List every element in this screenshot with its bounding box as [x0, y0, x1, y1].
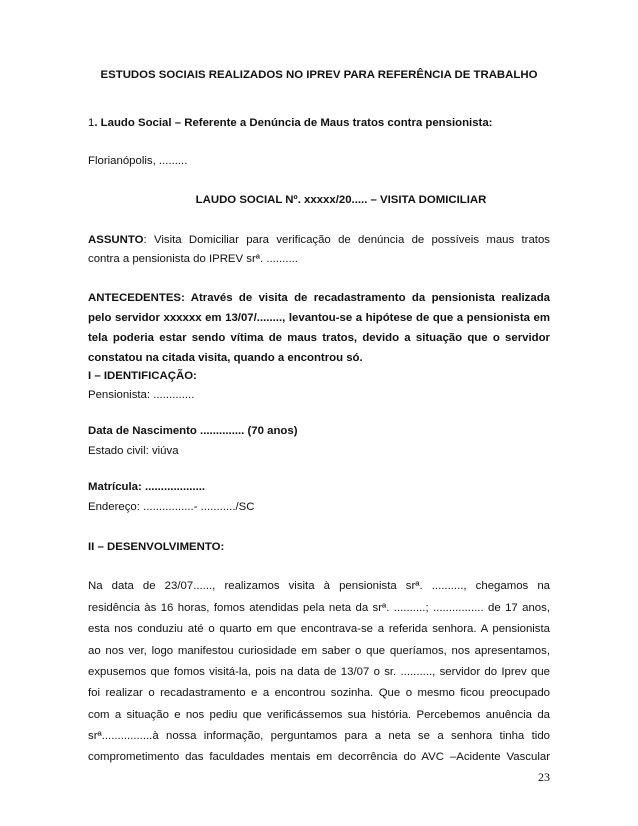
data-nascimento-field: Data de Nascimento .............. (70 anos): [88, 425, 298, 437]
section-1-heading: [88, 116, 550, 130]
main-title: ESTUDOS SOCIAIS REALIZADOS NO IPREV PARA REFERÊNCIA DE TRABALHO: [100, 69, 538, 81]
page-number: 23: [538, 770, 550, 784]
section-1-title: . Laudo Social – Referente a Denúncia de Maus tratos contra pensionista:: [94, 117, 493, 129]
pensionista-field: Pensionista: .............: [88, 389, 195, 401]
desenvolvimento-line-8: srª................à nossa informação, perguntamos para a neta se a senhora tinha tido: [88, 730, 550, 742]
assunto-label: ASSUNTO: [88, 234, 144, 246]
assunto-line-1: [88, 233, 550, 247]
desenvolvimento-line-1: Na data de 23/07......, realizamos visita à pensionista srª. .........., chegamos na: [88, 580, 550, 592]
desenvolvimento-line-7: com a situação e nos pediu que verificássemos sua história. Percebemos anuência da: [88, 709, 550, 721]
desenvolvimento-line-2: residência às 16 horas, fomos atendidas pela neta da srª. ..........; ................ de 17 anos,: [88, 602, 550, 614]
estado-civil-field: Estado civil: viúva: [88, 445, 179, 457]
desenvolvimento-line-3: esta nos conduziu até o quarto em que encontrava-se a referida senhora. A pensionista: [88, 623, 550, 635]
antecedentes-line-3: tela poderia estar sendo vítima de maus tratos, devido a situação que o servidor: [88, 332, 550, 344]
desenvolvimento-line-5: expusemos que fomos visitá-la, pois na data de 13/07 o sr. .........., servidor do Iprev que: [88, 666, 550, 678]
desenvolvimento-line-9: comprometimento das faculdades mentais em decorrência do AVC –Acidente Vascular: [88, 751, 550, 763]
identificacao-heading: I – IDENTIFICAÇÃO:: [88, 370, 197, 382]
section-1-number: 1: [88, 117, 95, 129]
desenvolvimento-line-4: ao nos ver, logo manifestou curiosidade em saber o que queríamos, nos apresentamos,: [88, 645, 550, 657]
desenvolvimento-heading: II – DESENVOLVIMENTO:: [88, 541, 225, 553]
assunto-text-1: : Visita Domiciliar para verificação de denúncia de possíveis maus tratos: [143, 234, 550, 246]
endereco-field: Endereço: ................- .........../SC: [88, 501, 255, 513]
city-date: Florianópolis, .........: [88, 155, 188, 167]
desenvolvimento-line-6: foi realizar o recadastramento e a encontrou sozinha. Que o mesmo ficou preocupado: [88, 687, 550, 699]
antecedentes-line-4: constatou na citada visita, quando a encontrou só.: [88, 352, 363, 364]
laudo-title: LAUDO SOCIAL Nº. xxxxx/20..... – VISITA DOMICILIAR: [195, 194, 487, 206]
antecedentes-line-1: ANTECEDENTES: Através de visita de recadastramento da pensionista realizada: [88, 292, 550, 304]
antecedentes-line-2: pelo servidor xxxxxx em 13/07/........, levantou-se a hipótese de que a pensionista em: [88, 312, 550, 324]
assunto-line-2: contra a pensionista do IPREV srª. ..........: [88, 253, 298, 265]
matricula-field: Matrícula: ...................: [88, 481, 206, 493]
